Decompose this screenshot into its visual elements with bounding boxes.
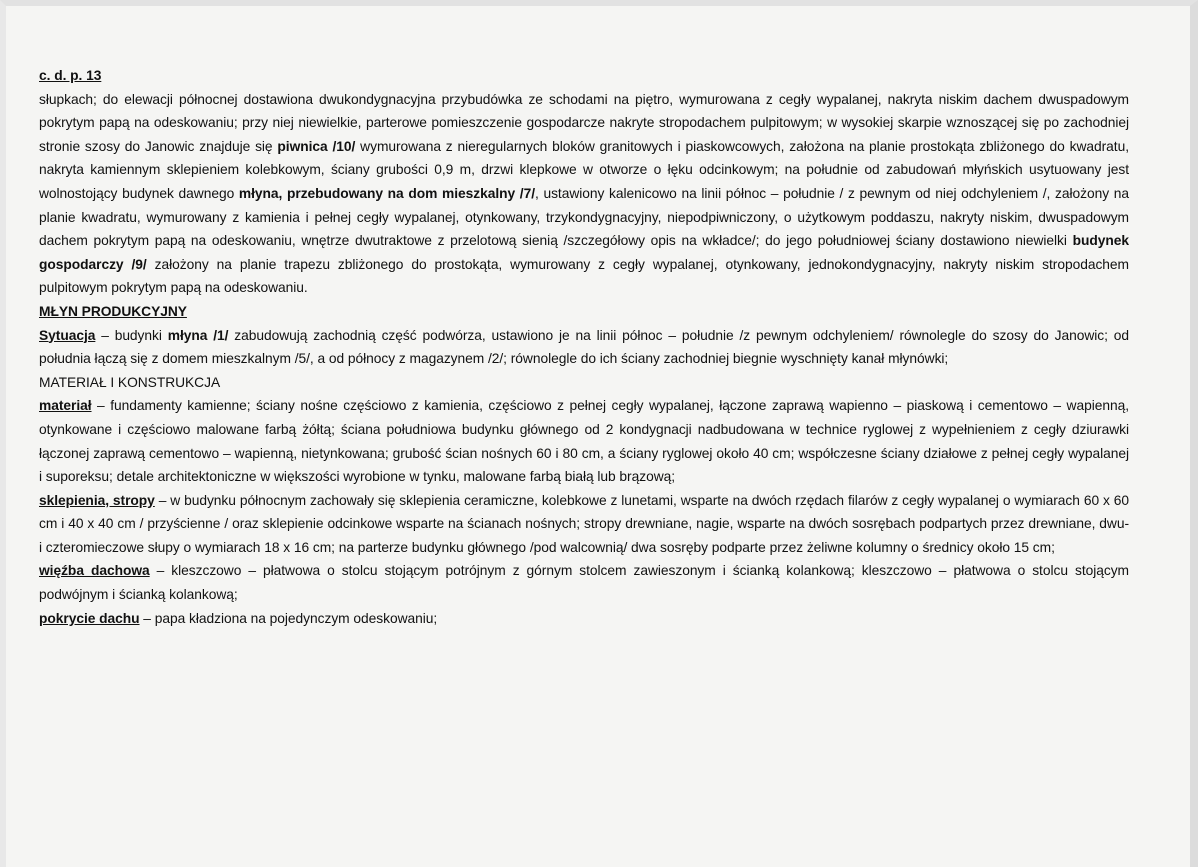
bold-term-piwnica: piwnica /10/: [277, 138, 356, 154]
paragraph-sytuacja: [39, 324, 1129, 371]
paragraph-pokrycie: [39, 607, 1129, 631]
bold-term-budynek-gospodarczy: budynek gospodarczy /9/: [39, 233, 1129, 272]
text-span: , ustawiony kalenicowo na linii północ – południe / z pewnym od niej odchyleniem /, założony na planie kwadratu, wymurowany z kamienia i pełnej cegły wypalanej, otynkowany, trzykondygnacyjny, niepodpiwniczony, o użytkowym poddaszu, nakryty niskim, dwuspadowym dachem pokrytym papą na odeskowaniu, wnętrze dwutraktowe z przelotową sienią /szczegółowy opis na wkładce/; do jego południowej ściany dostawiono niewielki: [39, 185, 1129, 249]
label-sklepienia: sklepienia, stropy: [39, 492, 155, 508]
text-span: – fundamenty kamienne; ściany nośne częściowo z kamienia, częściowo z pełnej cegły wypalanej, łączone zaprawą wapienno – piaskową i cementowo – wapienną, otynkowane i częściowo malowane farbą żółtą; ściana południowa budynku głównego od 2 kondygnacji nadbudowana w technice ryglowej z wypełnieniem z cegły dziurawki łączonej zaprawą cementowo – wapienną, nietynkowana; grubość ścian nośnych 60 i 80 cm, a ściany ryglowej około 40 cm; współczesne ściany działowe z pełnej cegły wypalanej i suporeksu; detale architektoniczne w większości wyrobione w tynku, malowane farbą białą lub brązową;: [39, 398, 1129, 485]
text-span: założony na planie trapezu zbliżonego do prostokąta, wymurowany z cegły wypalanej, otynkowany, jednokondygnacyjny, nakryty niskim stropodachem pulpitowym pokrytym papą na odeskowaniu.: [39, 256, 1129, 296]
section-heading-mlyn: MŁYN PRODUKCYJNY: [39, 303, 187, 319]
paragraph-wiezba: [39, 559, 1129, 606]
bold-term-mlyn-dom: młyna, przebudowany na dom mieszkalny /7/: [238, 185, 535, 201]
label-wiezba: więźba dachowa: [39, 563, 150, 579]
paragraph-sklepienia: [39, 489, 1129, 560]
label-sytuacja: Sytuacja: [39, 327, 96, 343]
text-span: zabudowują zachodnią część podwórza, ustawiono je na linii północ – południe /z pewnym odchyleniem/ równolegle do szosy do Janowic; od południa łączą się z domem mieszkalnym /5/, a od północy z magazynem /2/; równolegle do ich ściany zachodniej biegnie wyschnięty kanał młynówki;: [39, 327, 1129, 367]
text-span: – budynki: [95, 327, 168, 343]
document-body: [39, 64, 1129, 630]
text-span: – w budynku północnym zachowały się sklepienia ceramiczne, kolebkowe z lunetami, wsparte na dwóch rzędach filarów z cegły wypalanej o wymiarach 60 x 60 cm i 40 x 40 cm / przyścienne / oraz sklepienie odcinkowe wsparte na ścianach nośnych; stropy drewniane, nagie, wsparte na dwóch sosrębach podpartych przez drewniane, dwu- i czteromieczowe słupy o wymiarach 18 x 16 cm; na parterze budynku głównego /pod walcownią/ dwa sosręby podparte przez żeliwne kolumny o średnicy około 15 cm;: [39, 492, 1129, 555]
bold-term-mlyn: młyna /1/: [167, 327, 229, 343]
label-material: materiał: [39, 398, 92, 414]
page-continuation-header: c. d. p. 13: [39, 68, 102, 83]
text-span: – kleszczowo – płatwowa o stolcu stojącym potrójnym z górnym stolcem zawieszonym i ścianką kolankową; kleszczowo – płatwowa o stolcu stojącym podwójnym i ścianką kolankową;: [39, 563, 1129, 603]
text-span: słupkach; do elewacji północnej dostawiona dwukondygnacyjna przybudówka ze schodami na piętro, wymurowana z cegły wypalanej, nakryta niskim dachem dwuspadowym pokrytym papą na odeskowaniu; przy niej niewielkie, parterowe pomieszczenie gospodarcze nakryte stropodachem pulpitowym; w wysokiej skarpie wznoszącej się po zachodniej stronie szosy do Janowic znajduje się: [39, 91, 1129, 154]
paragraph-buildings: [39, 88, 1129, 300]
text-span: – papa kładziona na pojedynczym odeskowaniu;: [139, 610, 438, 626]
section-heading-material: MATERIAŁ I KONSTRUKCJA: [39, 374, 221, 390]
label-pokrycie: pokrycie dachu: [39, 610, 140, 626]
text-span: wymurowana z nieregularnych bloków granitowych i piaskowcowych, założona na planie prostokąta zbliżonego do kwadratu, nakryta kamiennym sklepieniem kolebkowym, ściany grubości 0,9 m, drzwi klepkowe w otworze o łęku odcinkowym; na południe od zabudowań młyńskich usytuowany jest wolnostojący budynek dawnego: [39, 138, 1129, 201]
paragraph-material: [39, 394, 1129, 488]
